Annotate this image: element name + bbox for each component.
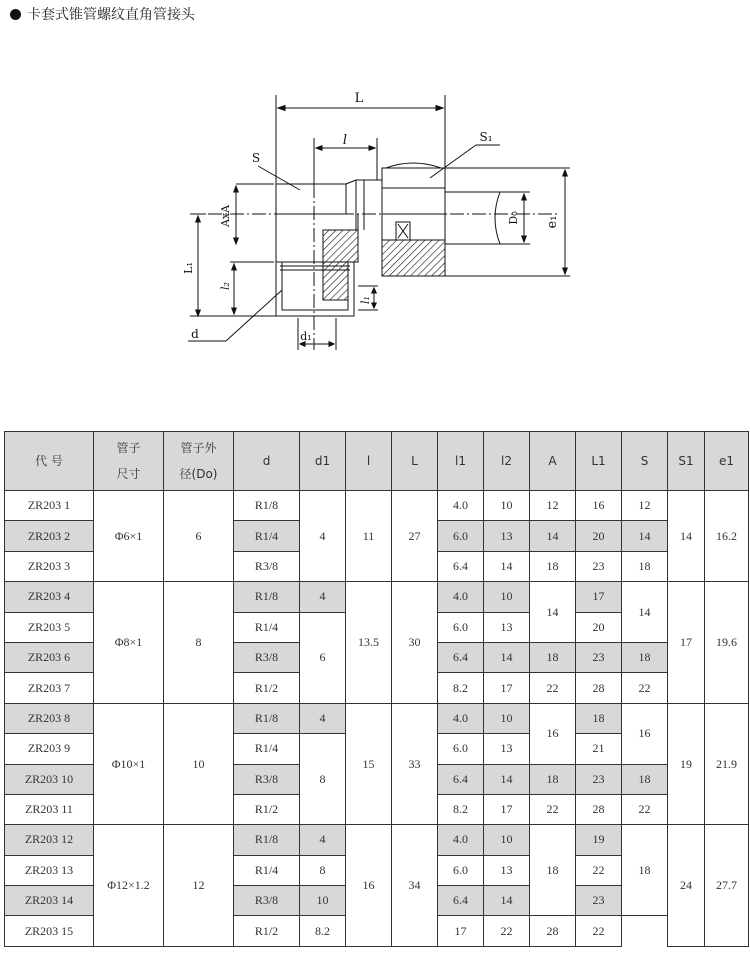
table-cell: 13 xyxy=(484,521,530,551)
header-L1: L1 xyxy=(576,432,622,491)
table-cell: 10 xyxy=(484,491,530,521)
table-cell: R1/4 xyxy=(234,612,300,642)
table-cell: 18 xyxy=(530,764,576,794)
table-cell: 17 xyxy=(484,673,530,703)
table-cell: 6.0 xyxy=(438,612,484,642)
table-cell: ZR203 2 xyxy=(5,521,94,551)
table-cell: R1/2 xyxy=(234,916,300,946)
table-cell: 6.0 xyxy=(438,855,484,885)
table-cell: 22 xyxy=(530,673,576,703)
table-cell: 21 xyxy=(576,734,622,764)
table-cell: 6.4 xyxy=(438,551,484,581)
table-cell: 4 xyxy=(300,825,346,855)
table-row xyxy=(5,491,749,521)
table-cell: ZR203 9 xyxy=(5,734,94,764)
table-cell: R1/4 xyxy=(234,521,300,551)
table-cell: R3/8 xyxy=(234,551,300,581)
table-cell: 13 xyxy=(484,855,530,885)
label-S1: S₁ xyxy=(479,130,493,144)
table-cell: 22 xyxy=(576,855,622,885)
table-cell: 8 xyxy=(164,582,234,704)
table-cell: 14 xyxy=(622,582,668,643)
page-title xyxy=(10,4,195,24)
label-l1: l₁ xyxy=(359,296,372,304)
header-L: L xyxy=(392,432,438,491)
table-cell: 16.2 xyxy=(705,491,749,582)
table-cell: 16 xyxy=(622,703,668,764)
header-A: A xyxy=(530,432,576,491)
table-cell: 4.0 xyxy=(438,582,484,612)
header-code: 代 号 xyxy=(5,432,94,491)
table-cell: 19 xyxy=(576,825,622,855)
table-cell: 13 xyxy=(484,734,530,764)
label-D0: D₀ xyxy=(507,211,520,225)
table-cell: ZR203 13 xyxy=(5,855,94,885)
table-cell: 18 xyxy=(530,642,576,672)
table-cell: R1/2 xyxy=(234,673,300,703)
header-S: S xyxy=(622,432,668,491)
table-cell: 27 xyxy=(392,491,438,582)
table-row xyxy=(5,703,749,733)
table-cell: 14 xyxy=(484,642,530,672)
table-cell: ZR203 11 xyxy=(5,794,94,824)
spec-table xyxy=(4,431,749,947)
table-cell: ZR203 14 xyxy=(5,886,94,916)
table-cell: 14 xyxy=(530,582,576,643)
header-l2: l2 xyxy=(484,432,530,491)
table-cell: 16 xyxy=(346,825,392,947)
table-cell: 18 xyxy=(576,703,622,733)
table-cell: 30 xyxy=(392,582,438,704)
table-cell: 17 xyxy=(438,916,484,946)
table-cell: 4.0 xyxy=(438,825,484,855)
table-cell: ZR203 1 xyxy=(5,491,94,521)
table-cell: 8.2 xyxy=(438,794,484,824)
table-cell: 14 xyxy=(484,551,530,581)
header-l1: l1 xyxy=(438,432,484,491)
table-cell: 13 xyxy=(484,612,530,642)
label-e1: e₁ xyxy=(545,215,560,229)
table-cell: R1/4 xyxy=(234,855,300,885)
table-cell: 6.4 xyxy=(438,642,484,672)
table-cell: 23 xyxy=(576,642,622,672)
table-cell: R3/8 xyxy=(234,886,300,916)
label-d1: d₁ xyxy=(300,330,312,343)
table-cell: R1/8 xyxy=(234,491,300,521)
table-cell: 10 xyxy=(484,825,530,855)
table-cell: 10 xyxy=(484,582,530,612)
table-cell: 8 xyxy=(300,734,346,825)
table-cell: R1/8 xyxy=(234,825,300,855)
table-cell: 34 xyxy=(392,825,438,947)
table-cell: 6.4 xyxy=(438,764,484,794)
table-cell: 17 xyxy=(484,794,530,824)
table-cell: ZR203 8 xyxy=(5,703,94,733)
label-AxA: AxA xyxy=(219,204,232,228)
table-cell: 12 xyxy=(622,491,668,521)
table-cell: 21.9 xyxy=(705,703,749,825)
table-cell: 4 xyxy=(300,703,346,733)
label-d: d xyxy=(191,327,199,341)
table-cell: ZR203 12 xyxy=(5,825,94,855)
header-tube_size: 管子 尺寸 xyxy=(94,432,164,491)
table-row xyxy=(5,582,749,612)
label-L: L xyxy=(354,91,364,106)
table-cell: 18 xyxy=(622,825,668,916)
table-cell: 23 xyxy=(576,764,622,794)
table-cell: 8.2 xyxy=(300,916,346,946)
table-cell: 23 xyxy=(576,551,622,581)
table-cell: 13.5 xyxy=(346,582,392,704)
table-cell: 4 xyxy=(300,491,346,582)
table-cell: 28 xyxy=(530,916,576,946)
header-d1: d1 xyxy=(300,432,346,491)
table-cell: 16 xyxy=(576,491,622,521)
table-cell: 4.0 xyxy=(438,491,484,521)
table-cell: 6.0 xyxy=(438,521,484,551)
table-cell: 19 xyxy=(668,703,705,825)
table-cell: 18 xyxy=(530,551,576,581)
table-cell: ZR203 15 xyxy=(5,916,94,946)
table-cell: 8.2 xyxy=(438,673,484,703)
table-cell: 18 xyxy=(530,825,576,916)
table-cell: 18 xyxy=(622,551,668,581)
header-S1: S1 xyxy=(668,432,705,491)
table-cell: 14 xyxy=(484,886,530,916)
table-cell: Φ8×1 xyxy=(94,582,164,704)
table-cell: 18 xyxy=(622,764,668,794)
label-l: l xyxy=(342,133,348,148)
table-cell: Φ10×1 xyxy=(94,703,164,825)
table-cell: 14 xyxy=(484,764,530,794)
table-cell: 22 xyxy=(576,916,622,946)
table-cell: 14 xyxy=(668,491,705,582)
table-cell: Φ6×1 xyxy=(94,491,164,582)
header-l: l xyxy=(346,432,392,491)
table-cell: 10 xyxy=(164,703,234,825)
table-cell: 14 xyxy=(530,521,576,551)
table-cell: Φ12×1.2 xyxy=(94,825,164,947)
table-cell: 15 xyxy=(346,703,392,825)
table-cell: 23 xyxy=(576,886,622,916)
technical-drawing xyxy=(150,88,590,358)
table-cell: 4 xyxy=(300,582,346,612)
table-cell: 22 xyxy=(484,916,530,946)
table-cell: 10 xyxy=(484,703,530,733)
table-cell: 12 xyxy=(164,825,234,947)
table-cell: R1/4 xyxy=(234,734,300,764)
table-cell: 12 xyxy=(530,491,576,521)
table-cell: 27.7 xyxy=(705,825,749,947)
table-cell: 6.4 xyxy=(438,886,484,916)
table-cell: 6.0 xyxy=(438,734,484,764)
table-cell: 8 xyxy=(300,855,346,885)
table-cell: R1/8 xyxy=(234,703,300,733)
table-cell: 10 xyxy=(300,886,346,916)
table-cell: 20 xyxy=(576,612,622,642)
table-cell: 11 xyxy=(346,491,392,582)
header-d: d xyxy=(234,432,300,491)
table-row xyxy=(5,825,749,855)
table-body xyxy=(5,491,749,947)
table-cell: 20 xyxy=(576,521,622,551)
table-cell: R3/8 xyxy=(234,764,300,794)
table-cell: ZR203 3 xyxy=(5,551,94,581)
label-S: S xyxy=(251,151,261,165)
table-cell: R1/2 xyxy=(234,794,300,824)
table-cell: 14 xyxy=(622,521,668,551)
table-cell: 6 xyxy=(164,491,234,582)
table-cell: ZR203 4 xyxy=(5,582,94,612)
table-cell: R3/8 xyxy=(234,642,300,672)
table-cell: 4.0 xyxy=(438,703,484,733)
header-tube_od: 管子外 径(Do) xyxy=(164,432,234,491)
table-cell: 22 xyxy=(622,673,668,703)
table-cell: 28 xyxy=(576,673,622,703)
table-cell: 6 xyxy=(300,612,346,703)
table-cell: 22 xyxy=(530,794,576,824)
table-cell: ZR203 7 xyxy=(5,673,94,703)
table-cell: 18 xyxy=(622,642,668,672)
table-cell: ZR203 10 xyxy=(5,764,94,794)
bullet-icon xyxy=(10,9,21,20)
table-cell: ZR203 5 xyxy=(5,612,94,642)
table-cell: 17 xyxy=(668,582,705,704)
label-L1: L₁ xyxy=(182,262,195,274)
label-l2: l₂ xyxy=(219,282,232,290)
table-cell: 24 xyxy=(668,825,705,947)
table-header-row xyxy=(5,432,749,491)
header-e1: e1 xyxy=(705,432,749,491)
table-cell: 17 xyxy=(576,582,622,612)
table-cell: R1/8 xyxy=(234,582,300,612)
table-cell: ZR203 6 xyxy=(5,642,94,672)
table-cell: 22 xyxy=(622,794,668,824)
table-cell: 16 xyxy=(530,703,576,764)
table-cell: 33 xyxy=(392,703,438,825)
table-cell: 28 xyxy=(576,794,622,824)
table-cell: 19.6 xyxy=(705,582,749,704)
title-text: 卡套式锥管螺纹直角管接头 xyxy=(27,7,195,23)
